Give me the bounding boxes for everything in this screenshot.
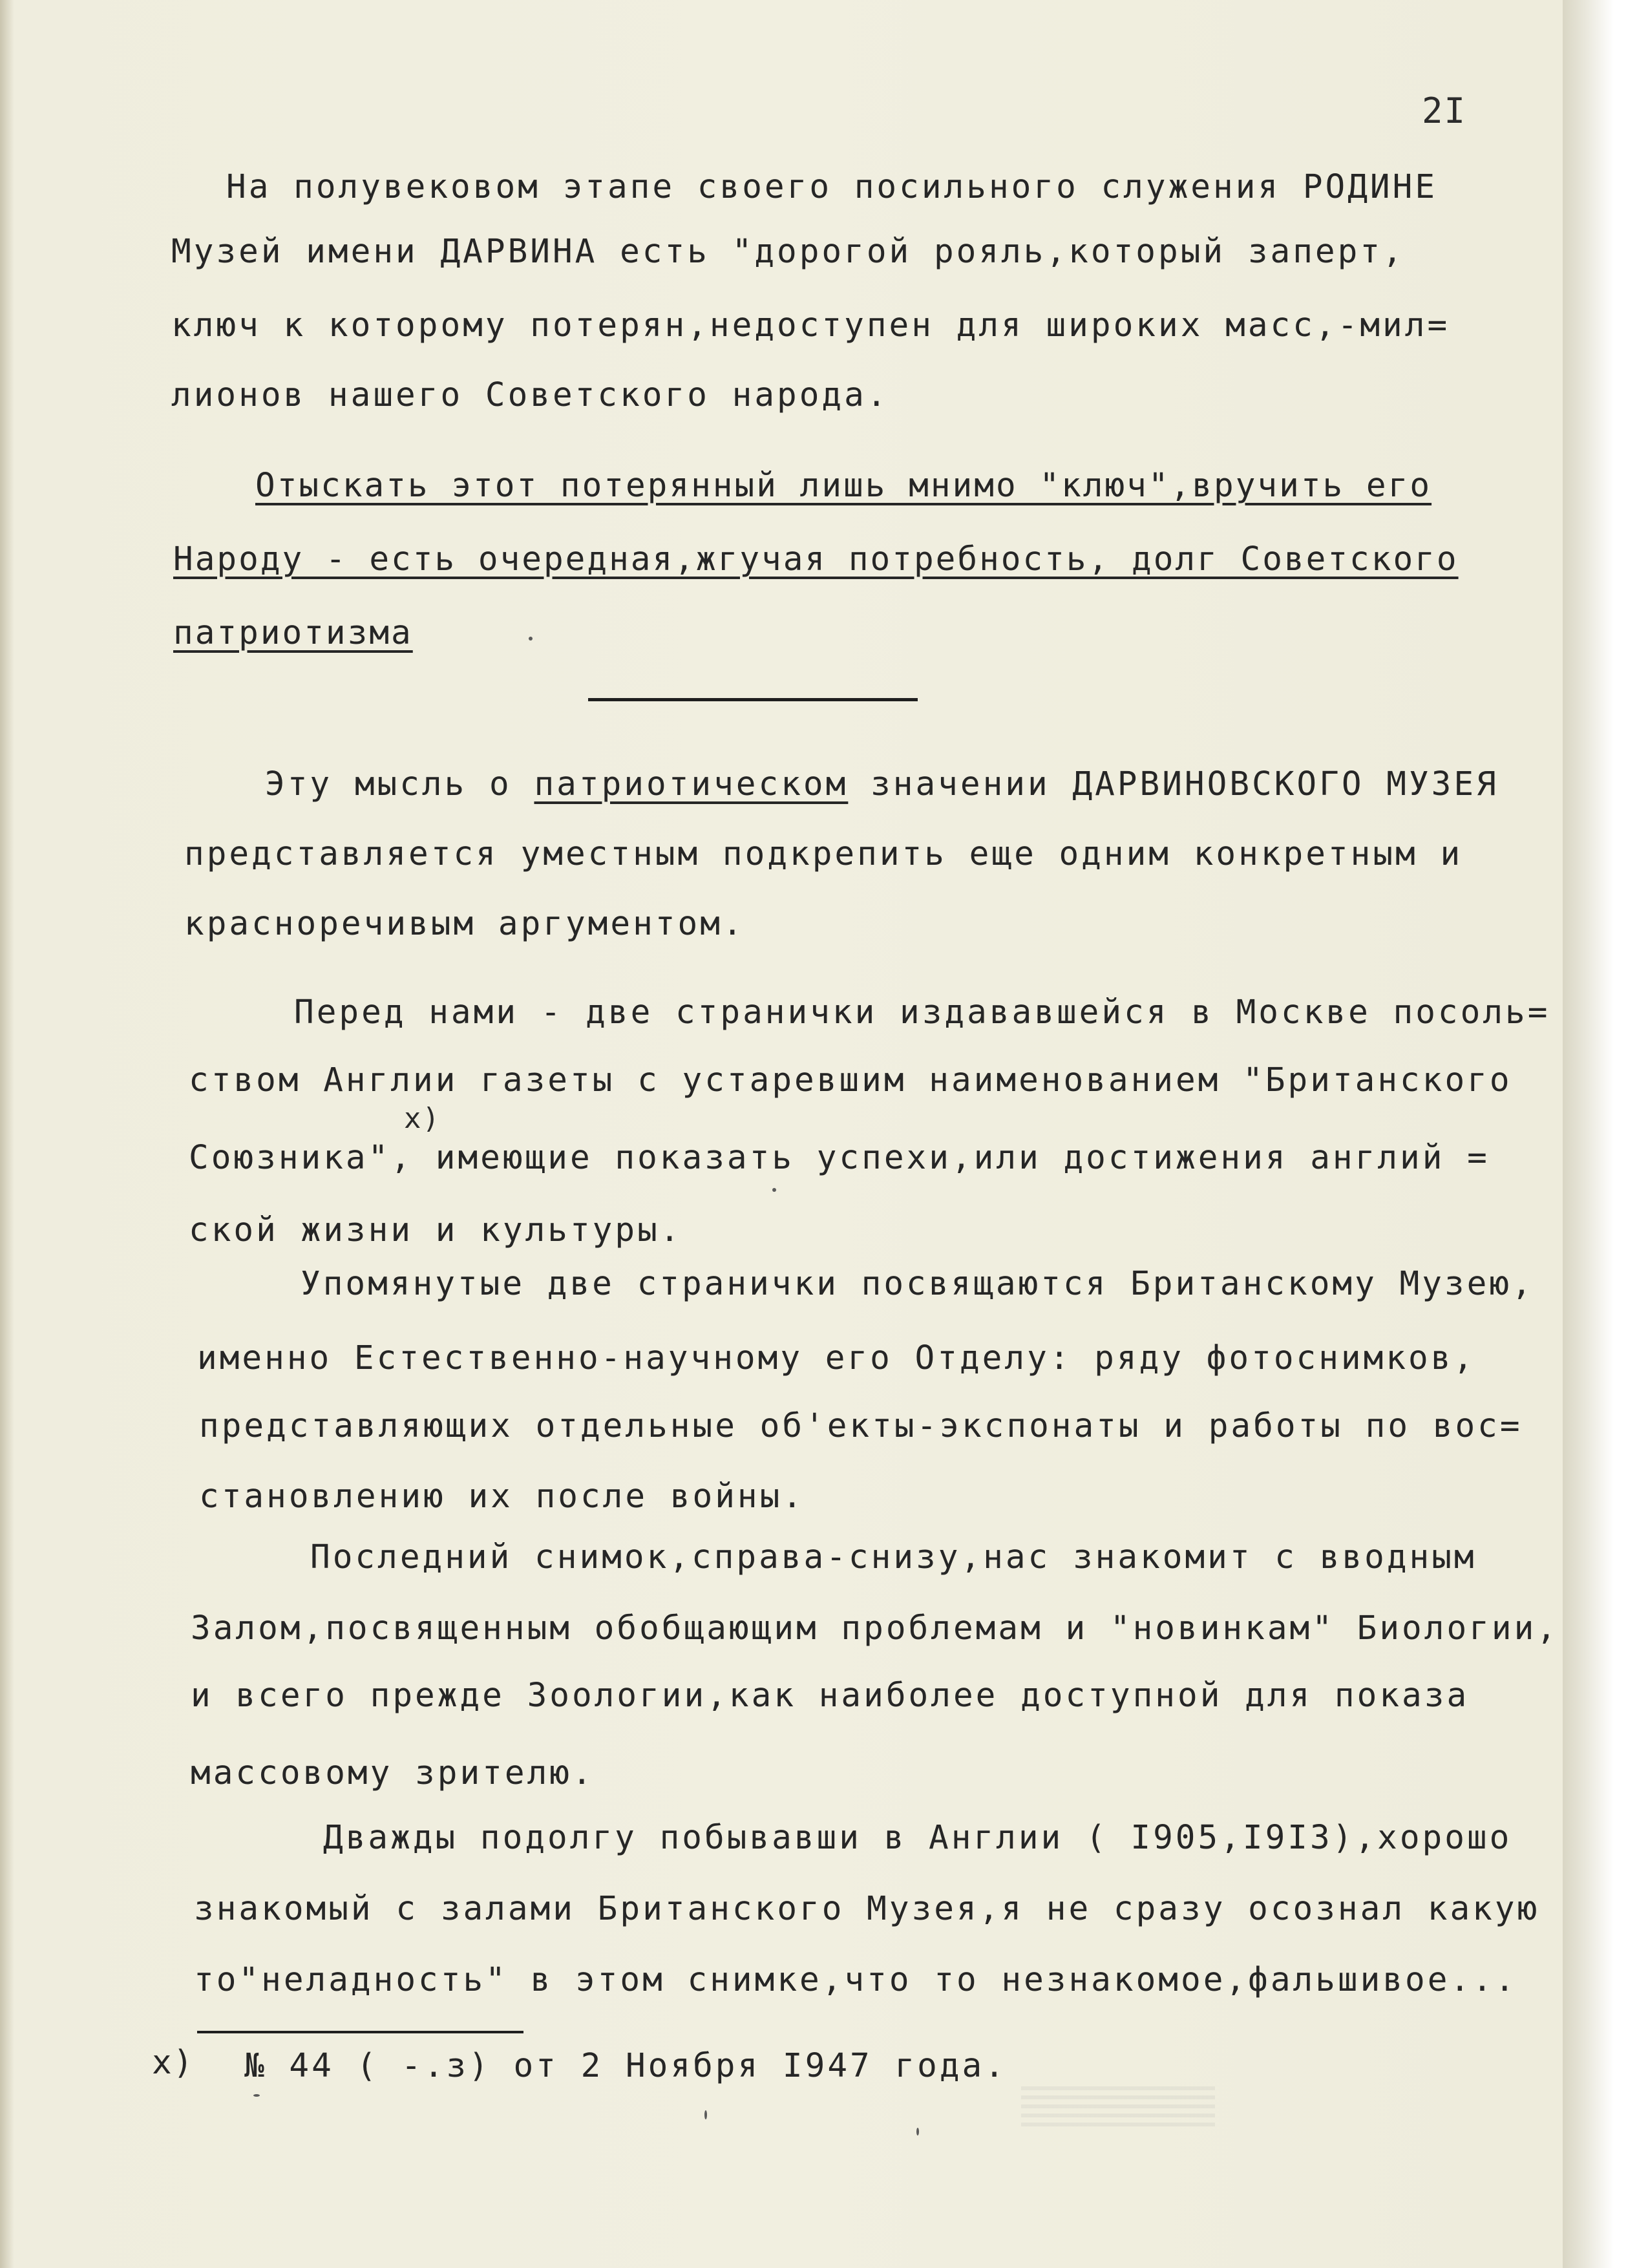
paragraph-3-line-1 (265, 764, 1499, 805)
page-number: 2I (1422, 90, 1467, 131)
paragraph-2-line-2: Народу - есть очередная,жгучая потребность, долг Советского (173, 540, 1459, 578)
paragraph-5-line-4: становлению их после войны. (199, 1478, 805, 1516)
paragraph-5-line-2: именно Естественно-научному его Отделу: ряду фотоснимков, (197, 1339, 1476, 1377)
footnote-reference-mark: x) (404, 1102, 441, 1135)
paragraph-6-line-3: и всего прежде Зоологии,как наиболее доступной для показа (191, 1677, 1470, 1715)
paragraph-7-line-2: знакомый с залами Британского Музея,я не сразу осознал какую (194, 1890, 1540, 1928)
paragraph-1-line-2: Музей имени ДАРВИНА есть "дорогой рояль,который заперт, (171, 233, 1405, 271)
paragraph-3-line-2: представляется уместным подкрепить еще одним конкретным и (184, 835, 1463, 873)
paragraph-6-line-1: Последний снимок,справа-снизу,нас знакомит с вводным (310, 1538, 1477, 1576)
paragraph-4-line-1: Перед нами - две странички издававшейся в Москве посоль= (294, 993, 1550, 1032)
paragraph-1-line-3: ключ к которому потерян,недоступен для широких масс,-мил= (171, 306, 1450, 344)
ink-speck (772, 1188, 776, 1192)
paragraph-3-text-a: Эту мысль о (265, 765, 534, 803)
paragraph-1-line-1: На полувековом этапе своего посильного служения РОДИНЕ (226, 168, 1438, 206)
paragraph-3-text-c: значении ДАРВИНОВСКОГО МУЗЕЯ (848, 765, 1499, 803)
paragraph-4-line-4: ской жизни и культуры. (189, 1211, 682, 1249)
page-left-shadow (0, 0, 14, 2268)
faint-stamp-impression (1021, 2081, 1215, 2126)
paragraph-4-line-2: ством Англии газеты с устаревшим наименованием "Британского (189, 1061, 1512, 1099)
underlined-word-patriotic: патриотическом (534, 765, 849, 803)
ink-speck (704, 2110, 707, 2119)
paragraph-2-line-1: Отыскать этот потерянный лишь мнимо "ключ",вручить его (255, 467, 1432, 505)
paragraph-2-line-3: патриотизма (173, 614, 413, 652)
paragraph-1-line-4: лионов нашего Советского народа. (171, 376, 889, 414)
ink-speck (916, 2128, 919, 2136)
paragraph-7-line-1: Дважды подолгу побывавши в Англии ( I905,I9I3),хорошо (323, 1819, 1512, 1857)
footnote-separator (197, 2031, 523, 2033)
paragraph-7-line-3: то"неладность" в этом снимке,что то незнакомое,фальшивое... (194, 1961, 1517, 1999)
paragraph-5-line-3: представляющих отдельные об'екты-экспонаты и работы по вос= (199, 1407, 1523, 1445)
section-divider (588, 698, 918, 701)
paragraph-6-line-4: массовому зрителю. (191, 1754, 595, 1792)
footnote-text: № 44 ( -.з) от 2 Ноября I947 года. (244, 2047, 1007, 2085)
paragraph-4-line-3: Союзника", имеющие показать успехи,или достижения англий = (189, 1139, 1490, 1177)
ink-speck (253, 2094, 260, 2097)
ink-speck (529, 637, 533, 641)
paragraph-5-line-1: Упомянутые две странички посвящаются Британскому Музею, (301, 1265, 1534, 1303)
paragraph-6-line-2: Залом,посвященным обобщающим проблемам и "новинкам" Биологии, (191, 1609, 1559, 1648)
paragraph-3-line-3: красноречивым аргументом. (184, 905, 745, 943)
scan-right-margin (1563, 0, 1648, 2268)
footnote-mark: x) (152, 2044, 195, 2082)
